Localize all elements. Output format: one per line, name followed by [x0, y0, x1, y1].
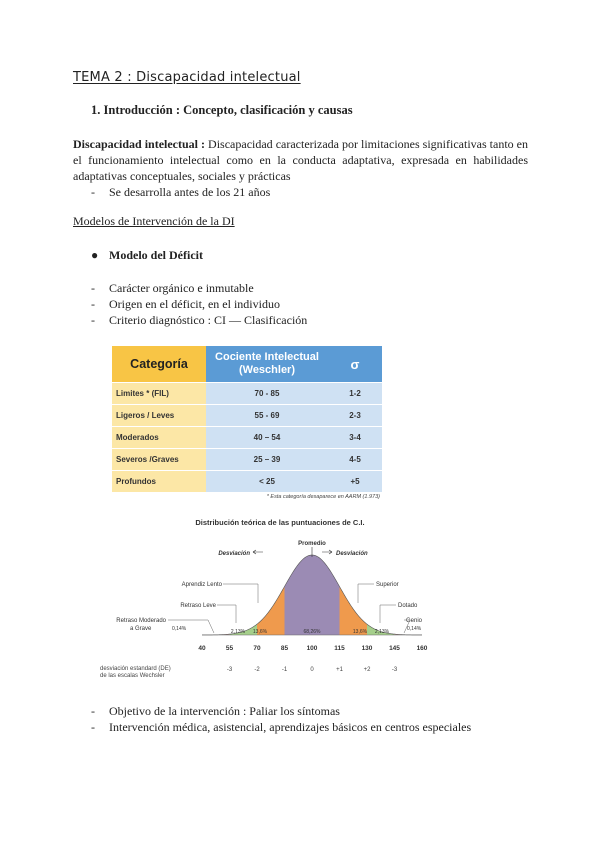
cell-ci: 55 - 69 — [206, 405, 328, 427]
pct-promedio: 68,26% — [303, 629, 321, 635]
list-item: - Carácter orgánico e inmutable — [91, 281, 254, 295]
arrow-left-icon — [253, 550, 263, 554]
chart-title: Distribución teórica de las puntuaciones de C.I. — [195, 518, 365, 527]
bullet-icon: ● — [91, 248, 99, 262]
cell-sigma: 1-2 — [328, 383, 382, 405]
header-sigma: σ — [328, 346, 382, 383]
table-row — [112, 427, 382, 449]
pct-superior: 13,6% — [352, 629, 368, 635]
list-item-text: Criterio diagnóstico : CI — Clasificación — [109, 313, 308, 327]
x-tick-label: 85 — [280, 645, 289, 652]
x-tick-label: 145 — [389, 645, 400, 652]
label-retraso-grave: Retraso Moderado — [116, 618, 166, 624]
model-bullet — [91, 248, 391, 264]
sd-tick-label: -3 — [226, 667, 233, 673]
cell-category: Limites * (FIL) — [112, 383, 206, 405]
page-title: TEMA 2 : Discapacidad intelectual — [73, 70, 301, 85]
label-desviacion-left: Desviación — [218, 551, 250, 557]
label-desviacion-right: Desviación — [336, 551, 368, 557]
table-row — [112, 449, 382, 471]
cell-sigma: 2-3 — [328, 405, 382, 427]
cell-sigma: 3-4 — [328, 427, 382, 449]
header-cociente: Cociente Intelectual (Weschler) — [206, 346, 328, 383]
leader-line — [217, 605, 236, 623]
cell-category: Severos /Graves — [112, 449, 206, 471]
x-tick-label: 40 — [198, 645, 206, 652]
pct-genio: 0,14% — [407, 626, 422, 632]
label-superior: Superior — [376, 582, 399, 588]
list-item-text: Objetivo de la intervención : Paliar los síntomas — [109, 704, 340, 718]
pct-grave: 0,14% — [172, 626, 187, 632]
distribution-curve — [202, 555, 422, 635]
label-aprendiz-lento: Aprendiz Lento — [181, 582, 222, 588]
list-item: - Objetivo de la intervención : Paliar los síntomas — [91, 704, 340, 718]
x-tick-label: 115 — [334, 645, 345, 652]
table-row — [112, 405, 382, 427]
label-dotado: Dotado — [398, 603, 418, 609]
sd-label: desviación estandard (DE) — [100, 666, 171, 672]
sd-tick-label: 0 — [310, 667, 314, 673]
section-heading: 1. Introducción : Concepto, clasificación y causas — [91, 103, 353, 117]
sd-tick-label: +2 — [363, 667, 371, 673]
sd-ticks — [227, 667, 398, 673]
cell-sigma: +5 — [328, 471, 382, 493]
list-item: - Criterio diagnóstico : CI — Clasificación — [91, 313, 308, 327]
definition-text: Discapacidad caracterizada por limitaciones significativas tanto en el funcionamiento intelectual como en la conducta adaptativa, expresada en habilidades adaptativas conceptuales, sociales y prácticas — [73, 137, 528, 183]
sd-tick-label: -1 — [281, 667, 288, 673]
leader-line — [223, 584, 258, 603]
iq-distribution-chart — [100, 515, 450, 685]
cell-sigma: 4-5 — [328, 449, 382, 471]
cell-category: Ligeros / Leves — [112, 405, 206, 427]
leader-line — [358, 584, 374, 603]
ci-classification-table — [112, 346, 382, 500]
models-heading: Modelos de Intervención de la DI — [73, 214, 235, 228]
list-item: - Se desarrolla antes de los 21 años — [91, 185, 271, 199]
label-promedio: Promedio — [298, 541, 326, 547]
cell-category: Moderados — [112, 427, 206, 449]
x-tick-label: 70 — [253, 645, 261, 652]
pct-lento: 13,6% — [252, 629, 268, 635]
list-item-text: Carácter orgánico e inmutable — [109, 281, 254, 295]
definition-term: Discapacidad intelectual : — [73, 137, 206, 151]
table-footnote: * Esta categoría desaparece en AARM (1.973) — [266, 494, 380, 500]
pct-leve: 2,13% — [230, 629, 246, 635]
model-bullet-text: Modelo del Déficit — [109, 248, 203, 262]
leader-line — [380, 605, 396, 623]
list-item: - Origen en el déficit, en el individuo — [91, 297, 280, 311]
cell-ci: 25 – 39 — [206, 449, 328, 471]
cell-ci: < 25 — [206, 471, 328, 493]
cell-ci: 70 - 85 — [206, 383, 328, 405]
table-row — [112, 383, 382, 405]
label-retraso-leve: Retraso Leve — [180, 603, 216, 609]
label-genio: Genio — [406, 618, 423, 624]
pct-dotado: 2,13% — [374, 629, 390, 635]
sd-tick-label: -2 — [254, 667, 260, 673]
x-tick-label: 100 — [306, 645, 318, 652]
x-tick-label: 130 — [361, 645, 373, 652]
sd-tick-label: -3 — [391, 667, 398, 673]
list-item-text: Origen en el déficit, en el individuo — [109, 297, 280, 311]
x-tick-label: 55 — [225, 645, 234, 652]
x-tick-label: 160 — [416, 645, 428, 652]
sd-label-2: de las escalas Wechsler — [100, 673, 165, 679]
arrow-right-icon — [322, 550, 332, 554]
cell-category: Profundos — [112, 471, 206, 493]
definition-paragraph — [73, 136, 528, 184]
table-row — [112, 471, 382, 493]
band-promedio — [285, 555, 340, 635]
list-item-text: Intervención médica, asistencial, aprendizajes básicos en centros especiales — [109, 720, 472, 734]
x-axis-ticks — [198, 645, 427, 652]
header-categoria: Categoría — [112, 346, 206, 383]
list-item: - Intervención médica, asistencial, aprendizajes básicos en centros especiales — [91, 720, 472, 734]
label-retraso-grave-2: a Grave — [130, 626, 152, 632]
list-item-text: Se desarrolla antes de los 21 años — [109, 185, 271, 199]
cell-ci: 40 – 54 — [206, 427, 328, 449]
sd-tick-label: +1 — [336, 667, 343, 673]
